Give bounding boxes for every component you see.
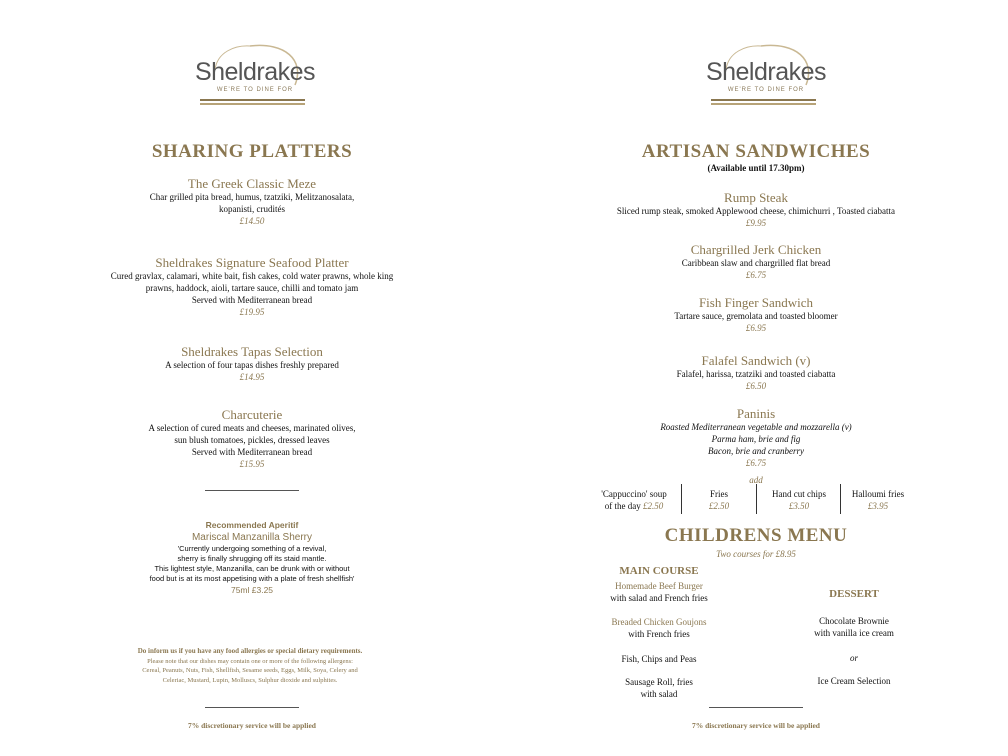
menu-item-seafood-platter (0, 255, 504, 318)
item-name: Sheldrakes Tapas Selection (181, 344, 323, 359)
item-price: £6.50 (745, 381, 767, 391)
menu-item-fish-finger (504, 295, 1008, 334)
item-name: Fish Finger Sandwich (698, 295, 814, 310)
side-price: £3.95 (867, 501, 889, 511)
menu-item-paninis (504, 406, 1008, 469)
side-fries (684, 488, 754, 512)
item-desc: Tartare sauce, gremolata and toasted bloomer (674, 311, 838, 321)
add-label: add (749, 475, 763, 485)
logo-wordmark: Sheldrakes (705, 58, 827, 86)
item-name: Falafel Sandwich (v) (701, 353, 811, 368)
kids-item-name: Breaded Chicken Goujons (611, 617, 707, 627)
kids-item-name: Homemade Beef Burger (615, 581, 703, 591)
menu-item-rump-steak (504, 190, 1008, 229)
aperitif-price: 75ml £3.25 (230, 585, 274, 595)
aperitif-desc: sherry is finally shrugging off its staid mantle. (177, 554, 327, 563)
kids-item-name: Chocolate Brownie (819, 616, 889, 626)
aperitif-block (0, 519, 504, 596)
menu-item-greek-meze (0, 176, 504, 227)
aperitif-name: Mariscal Manzanilla Sherry (191, 532, 313, 543)
kids-item-name: Sausage Roll, fries (625, 677, 693, 687)
item-desc: Falafel, harissa, tzatziki and toasted ciabatta (676, 369, 836, 379)
side-price: £3.50 (788, 501, 810, 511)
item-name: The Greek Classic Meze (187, 176, 317, 191)
item-price: £15.95 (239, 459, 265, 469)
item-name: Chargrilled Jerk Chicken (690, 242, 822, 257)
kids-item-desc: with salad (640, 689, 678, 699)
allergy-line: Celeriac, Mustard, Lupin, Molluscs, Sulphur dioxide and sulphites. (162, 676, 338, 684)
logo-tagline: WE'RE TO DINE FOR (216, 87, 294, 93)
section-title: ARTISAN SANDWICHES (641, 141, 871, 162)
logo-tagline: WE'RE TO DINE FOR (727, 87, 805, 93)
availability-note: (Available until 17.30pm) (707, 163, 805, 173)
item-desc: Served with Mediterranean bread (191, 295, 313, 305)
kids-dessert-item (794, 615, 914, 639)
divider (709, 707, 803, 708)
side-halloumi-fries (842, 488, 914, 512)
kids-item-desc: with salad and French fries (610, 593, 708, 603)
item-name: Charcuterie (221, 407, 283, 422)
item-desc: Cured gravlax, calamari, white bait, fish cakes, cold water prawns, whole king (110, 271, 394, 281)
kids-item-desc: with French fries (628, 629, 690, 639)
kids-item-desc: with vanilla ice cream (814, 628, 894, 638)
section-title: SHARING PLATTERS (151, 141, 353, 162)
childrens-menu-price: Two courses for £8.95 (716, 549, 796, 559)
divider (205, 490, 299, 491)
or-label: or (849, 653, 858, 663)
item-price: £19.95 (239, 307, 265, 317)
divider (681, 484, 682, 514)
right-menu-page (504, 0, 1008, 756)
item-desc: Char grilled pita bread, humus, tzatziki, Melitzanosalata, (149, 192, 355, 202)
kids-item-name: Ice Cream Selection (817, 676, 891, 686)
item-price: £14.50 (239, 216, 265, 226)
item-name: Rump Steak (724, 190, 788, 205)
service-note: 7% discretionary service will be applied (692, 721, 820, 730)
menu-item-charcuterie (0, 407, 504, 470)
side-hand-cut-chips (759, 488, 839, 512)
kids-main-item (594, 676, 724, 700)
item-price: £14.95 (239, 372, 265, 382)
menu-item-jerk-chicken (504, 242, 1008, 281)
logo-wordmark: Sheldrakes (194, 58, 316, 86)
kids-main-item (594, 580, 724, 604)
aperitif-desc: food but is at its most appetising with a plate of fresh shellfish' (149, 574, 355, 583)
side-price: £2.50 (708, 501, 730, 511)
kids-main-item (594, 616, 724, 640)
item-desc: Caribbean slaw and chargrilled flat bread (681, 258, 831, 268)
side-name: 'Cappuccino' soup (601, 489, 667, 499)
divider (840, 484, 841, 514)
sheldrakes-logo (666, 40, 866, 115)
kids-main-item (594, 653, 724, 665)
aperitif-desc: This lightest style, Manzanilla, can be drunk with or without (154, 564, 350, 573)
side-name: Halloumi fries (851, 489, 905, 499)
item-price: £6.95 (745, 323, 767, 333)
item-name: Paninis (736, 406, 776, 421)
panini-option: Bacon, brie and cranberry (708, 446, 804, 456)
allergy-line: Please note that our dishes may contain one or more of the following allergens: (147, 657, 353, 665)
divider (205, 707, 299, 708)
item-desc: sun blush tomatoes, pickles, dressed leaves (174, 435, 330, 445)
panini-option: Roasted Mediterranean vegetable and mozzarella (v) (660, 422, 852, 432)
menu-item-falafel (504, 353, 1008, 392)
side-soup (586, 488, 682, 512)
item-desc: A selection of four tapas dishes freshly prepared (165, 360, 339, 370)
kids-item-name: Fish, Chips and Peas (621, 654, 697, 664)
divider (756, 484, 757, 514)
dessert-heading: DESSERT (829, 588, 879, 600)
side-name: Fries (710, 489, 728, 499)
allergy-heading: Do inform us if you have any food allergies or special dietary requirements. (137, 647, 363, 655)
panini-option: Parma ham, brie and fig (711, 434, 801, 444)
side-price: £2.50 (643, 501, 664, 511)
aperitif-desc: 'Currently undergoing something of a revival, (177, 544, 327, 553)
item-desc: Served with Mediterranean bread (191, 447, 313, 457)
service-note: 7% discretionary service will be applied (188, 721, 316, 730)
childrens-menu-title: CHILDRENS MENU (664, 525, 848, 546)
item-price: £6.75 (745, 270, 767, 280)
side-name: Hand cut chips (772, 489, 826, 499)
kids-dessert-item (794, 675, 914, 687)
menu-item-tapas (0, 344, 504, 383)
item-desc: Sliced rump steak, smoked Applewood cheese, chimichurri , Toasted ciabatta (616, 206, 896, 216)
allergy-notice (80, 647, 420, 685)
item-desc: kopanisti, crudités (219, 204, 285, 214)
item-desc: prawns, haddock, aioli, tartare sauce, chilli and tomato jam (145, 283, 359, 293)
item-name: Sheldrakes Signature Seafood Platter (155, 255, 349, 270)
side-name: of the day (604, 501, 641, 511)
item-price: £9.95 (745, 218, 767, 228)
main-course-heading: MAIN COURSE (619, 565, 699, 577)
allergy-line: Cereal, Peanuts, Nuts, Fish, Shellfish, Sesame seeds, Eggs, Milk, Soya, Celery and (142, 667, 358, 674)
sheldrakes-logo (155, 40, 355, 115)
aperitif-heading: Recommended Aperitif (205, 520, 299, 530)
item-price: £6.75 (745, 458, 767, 468)
item-desc: A selection of cured meats and cheeses, marinated olives, (148, 423, 356, 433)
